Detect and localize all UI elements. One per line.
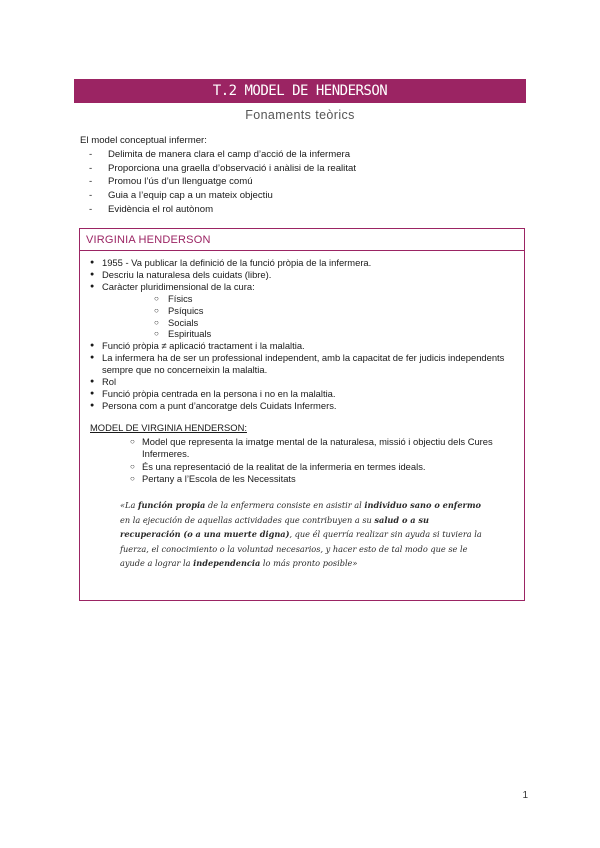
sub-list-item: ○ Físics (102, 293, 514, 305)
list-item: ● Descriu la naturalesa dels cuidats (libre). (90, 269, 514, 281)
list-item: - Proporciona una graella d’observació i anàlisi de la realitat (80, 162, 356, 176)
list-item: ● Persona com a punt d’ancoratge dels Cuidats Infermers. (90, 400, 514, 412)
quote-text: , que él querría realizar sin ayuda si tuviera la fuerza, el conocimiento o la voluntad necesarios, y hacer esto de tal modo que se le ayude a lograr la (120, 529, 482, 569)
quote-text: lo más pronto posible» (260, 558, 358, 569)
list-item: ● Funció pròpia ≠ aplicació tractament i la malaltia. (90, 340, 514, 352)
quote-text: «La (120, 500, 138, 511)
quote-text: en la ejecución de aquellas actividades que contribuyen a su (120, 514, 375, 525)
sub-list-item: ○ Psíquics (102, 305, 514, 317)
list-item: - Delimita de manera clara el camp d’acció de la infermera (80, 148, 356, 162)
page-number: 1 (522, 790, 528, 801)
list-item: - Evidència el rol autònom (80, 203, 356, 217)
list-item-text: Caràcter pluridimensional de la cura: (102, 280, 255, 292)
title-banner (74, 79, 526, 103)
sub-list-item: ○ Model que representa la imatge mental de la naturalesa, missió i objectiu dels Cures Infermeres. (90, 436, 514, 460)
model-title: MODEL DE VIRGINIA HENDERSON: (90, 421, 247, 433)
intro-section (80, 134, 356, 217)
henderson-bullets (90, 257, 514, 412)
sub-list-item: ○ Socials (102, 317, 514, 329)
intro-list (80, 148, 356, 217)
model-list (90, 436, 514, 486)
box-body (80, 251, 524, 571)
list-item: ● 1955 - Va publicar la definició de la funció pròpia de la infermera. (90, 257, 514, 269)
list-item: - Promou l’ús d’un llenguatge comú (80, 175, 356, 189)
quote-emphasis: función propia (137, 500, 206, 511)
box-header: VIRGINIA HENDERSON (80, 229, 524, 251)
list-item (90, 281, 514, 341)
sub-list-item: ○ Espirituals (102, 328, 514, 340)
quote-text: de la enfermera consiste en asistir al (205, 500, 365, 511)
page-subtitle: Fonaments teòrics (245, 108, 355, 122)
dimensions-list (102, 293, 514, 341)
intro-heading: El model conceptual infermer: (80, 135, 207, 146)
sub-list-item: ○ Pertany a l’Escola de les Necessitats (90, 473, 514, 485)
list-item: ● La infermera ha de ser un professional independent, amb la capacitat de fer judicis independents sempre que no concerneixin la malaltia. (90, 352, 514, 376)
quote-emphasis: independencia (193, 558, 261, 569)
henderson-box (79, 228, 525, 601)
quote-emphasis: individuo sano o enfermo (364, 500, 481, 511)
sub-list-item: ○ És una representació de la realitat de la infermeria en termes ideals. (90, 461, 514, 473)
quote-emphasis: salud o a su recuperación (o a una muerte digna) (120, 514, 429, 540)
page-title: T.2 MODEL DE HENDERSON (212, 83, 388, 99)
list-item: ● Rol (90, 376, 514, 388)
list-item: - Guia a l’equip cap a un mateix objectiu (80, 189, 356, 203)
henderson-quote (120, 498, 492, 571)
list-item: ● Funció pròpia centrada en la persona i no en la malaltia. (90, 388, 514, 400)
